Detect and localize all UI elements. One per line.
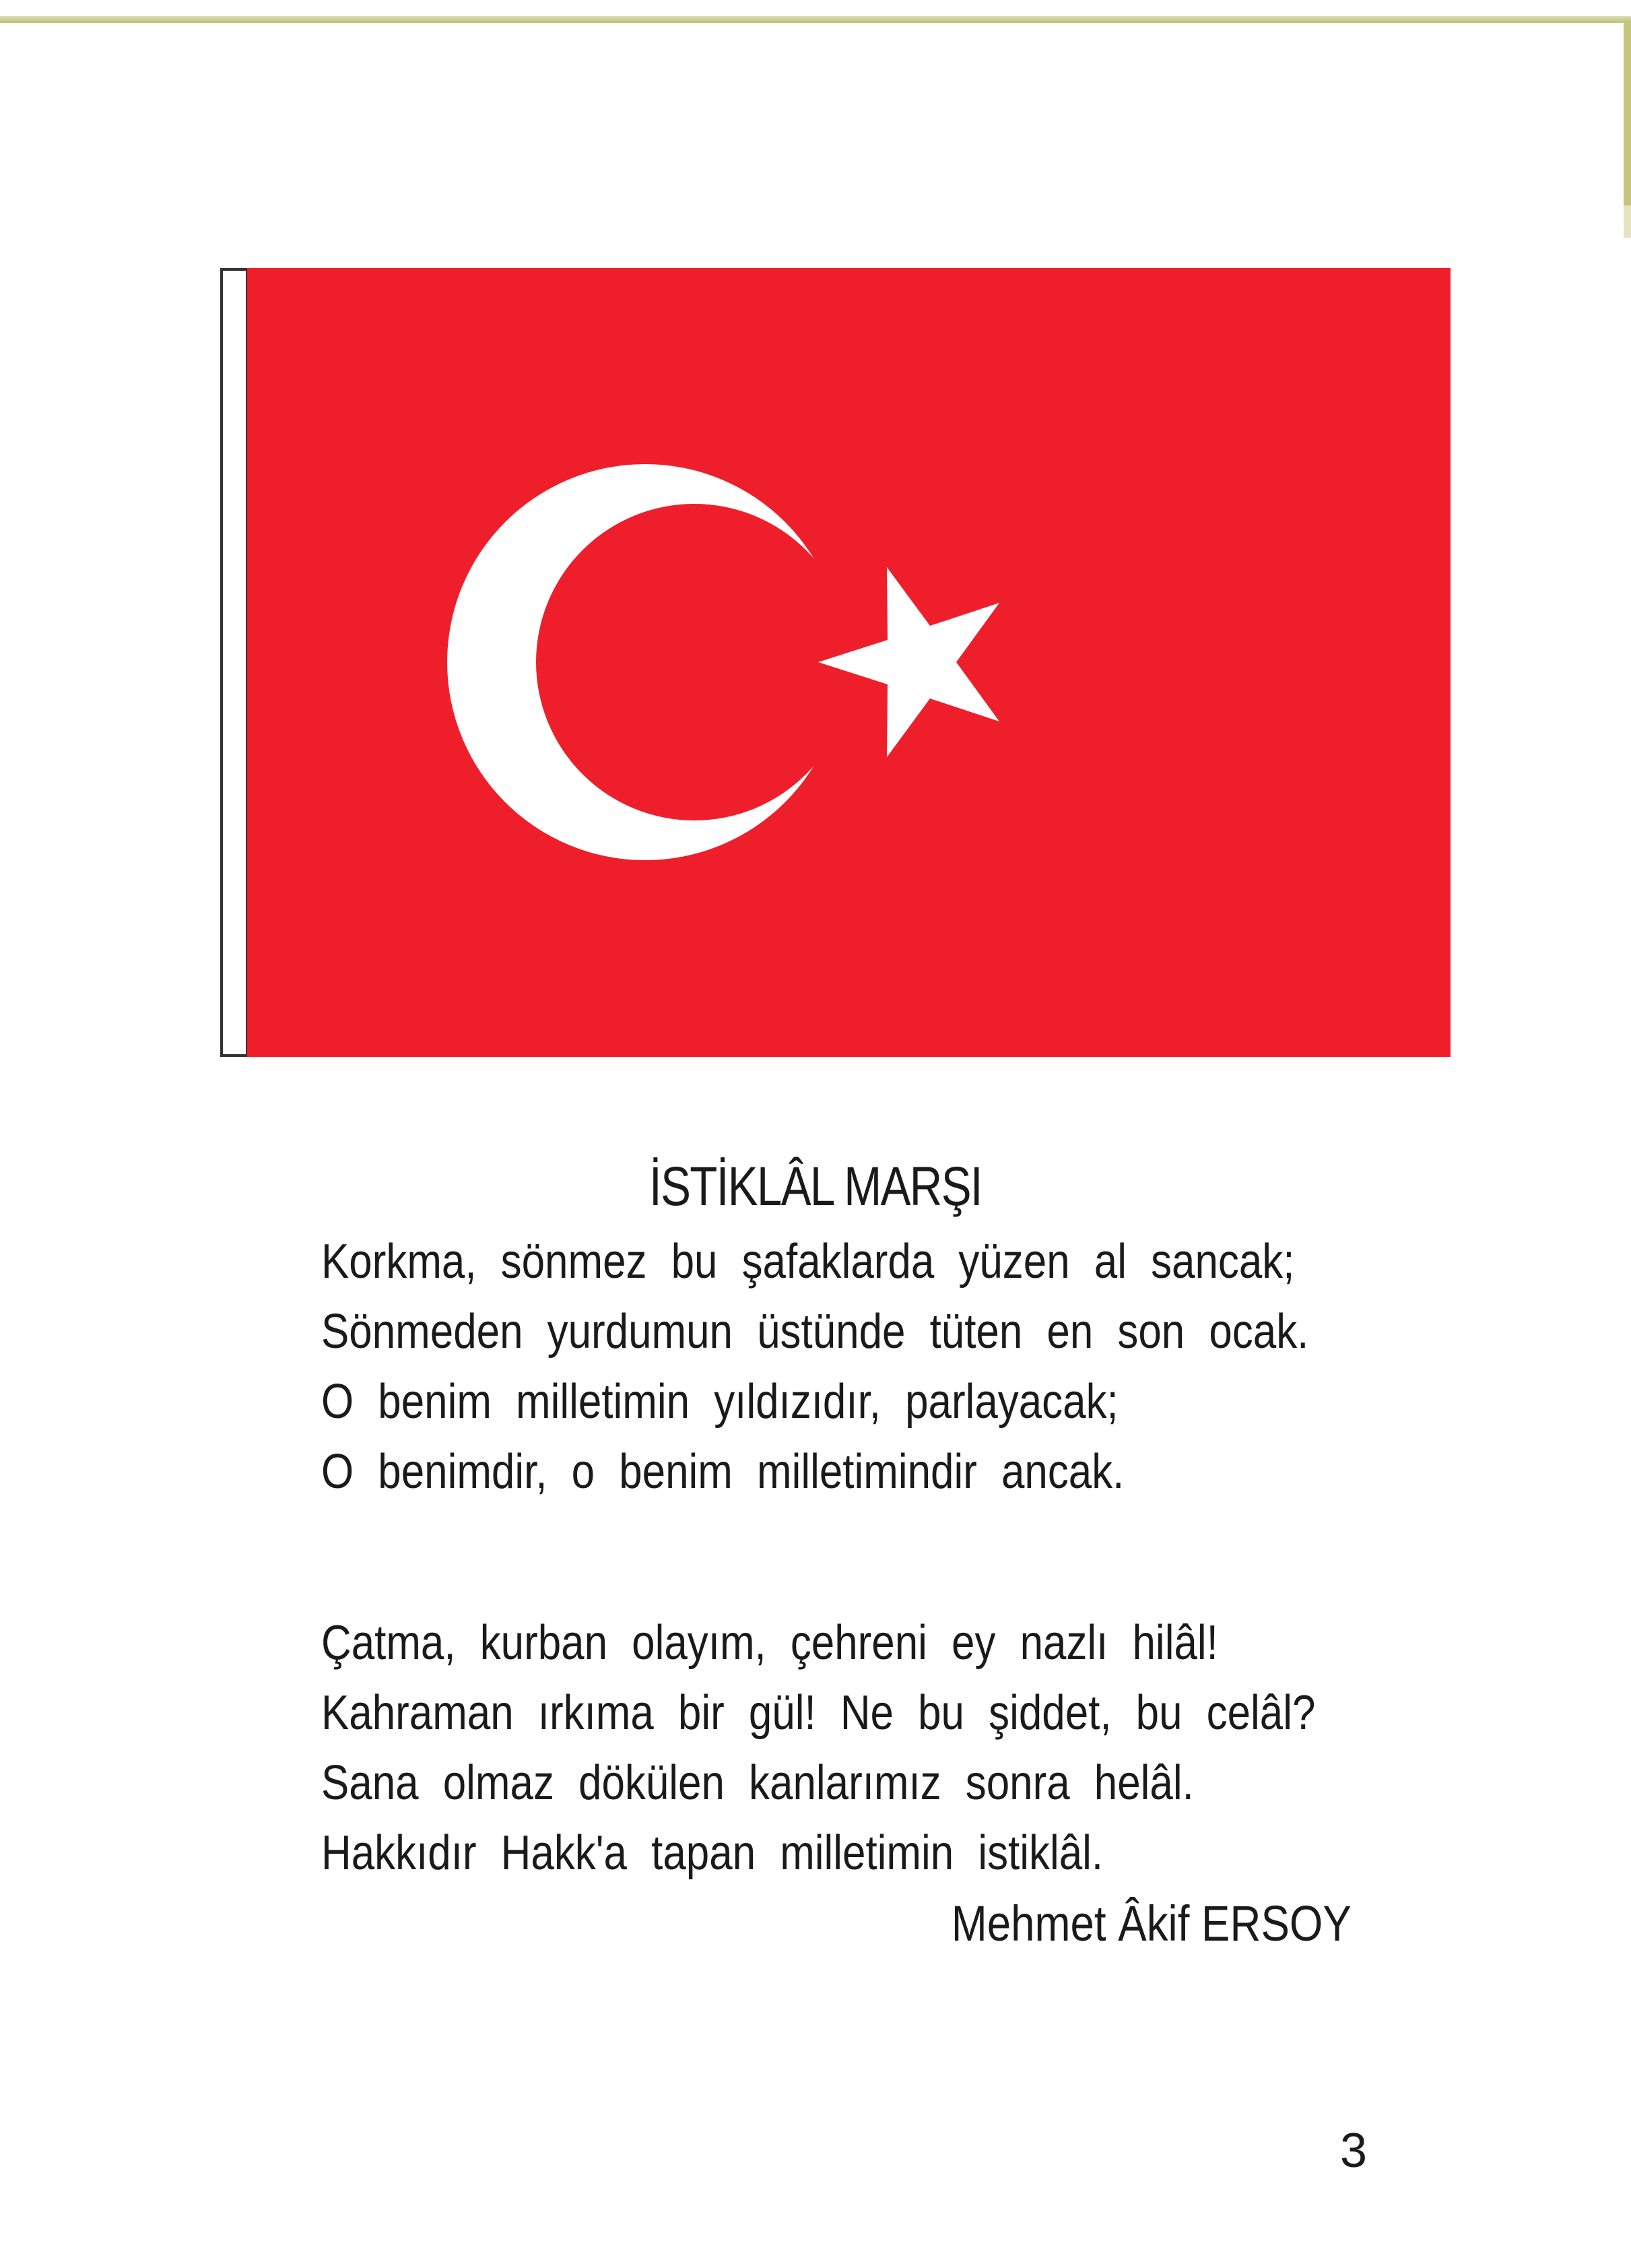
stanza-2 [321, 1608, 1477, 1888]
verse-line: O benimdir, o benim milletimindir ancak. [321, 1445, 1125, 1499]
verse-line: Sana olmaz dökülen kanlarımız sonra helâl. [321, 1756, 1194, 1810]
verse-line: Sönmeden yurdumun üstünde tüten en son ocak. [321, 1305, 1309, 1359]
page-title: İSTİKLÂL MARŞI [649, 1156, 982, 1217]
verse-line: Kahraman ırkıma bir gül! Ne bu şiddet, bu celâl? [321, 1686, 1316, 1740]
verse-line: Çatma, kurban olayım, çehreni ey nazlı hilâl! [321, 1616, 1218, 1670]
flag-pole [222, 269, 247, 1056]
side-border-rule-light [1624, 205, 1631, 238]
verse-line: Korkma, sönmez bu şafaklarda yüzen al sancak; [321, 1235, 1295, 1289]
stanza-1 [321, 1227, 1469, 1507]
verse-line: O benim milletimin yıldızıdır, parlayacak; [321, 1375, 1119, 1429]
verse-line: Hakkıdır Hakk'a tapan milletimin istiklâl. [321, 1826, 1104, 1880]
crescent-inner [536, 504, 853, 820]
turkish-flag-image [220, 268, 1451, 1057]
top-border-rule [0, 16, 1631, 23]
author-name: Mehmet Âkif ERSOY [951, 1896, 1352, 1951]
page-number: 3 [1340, 2124, 1368, 2178]
